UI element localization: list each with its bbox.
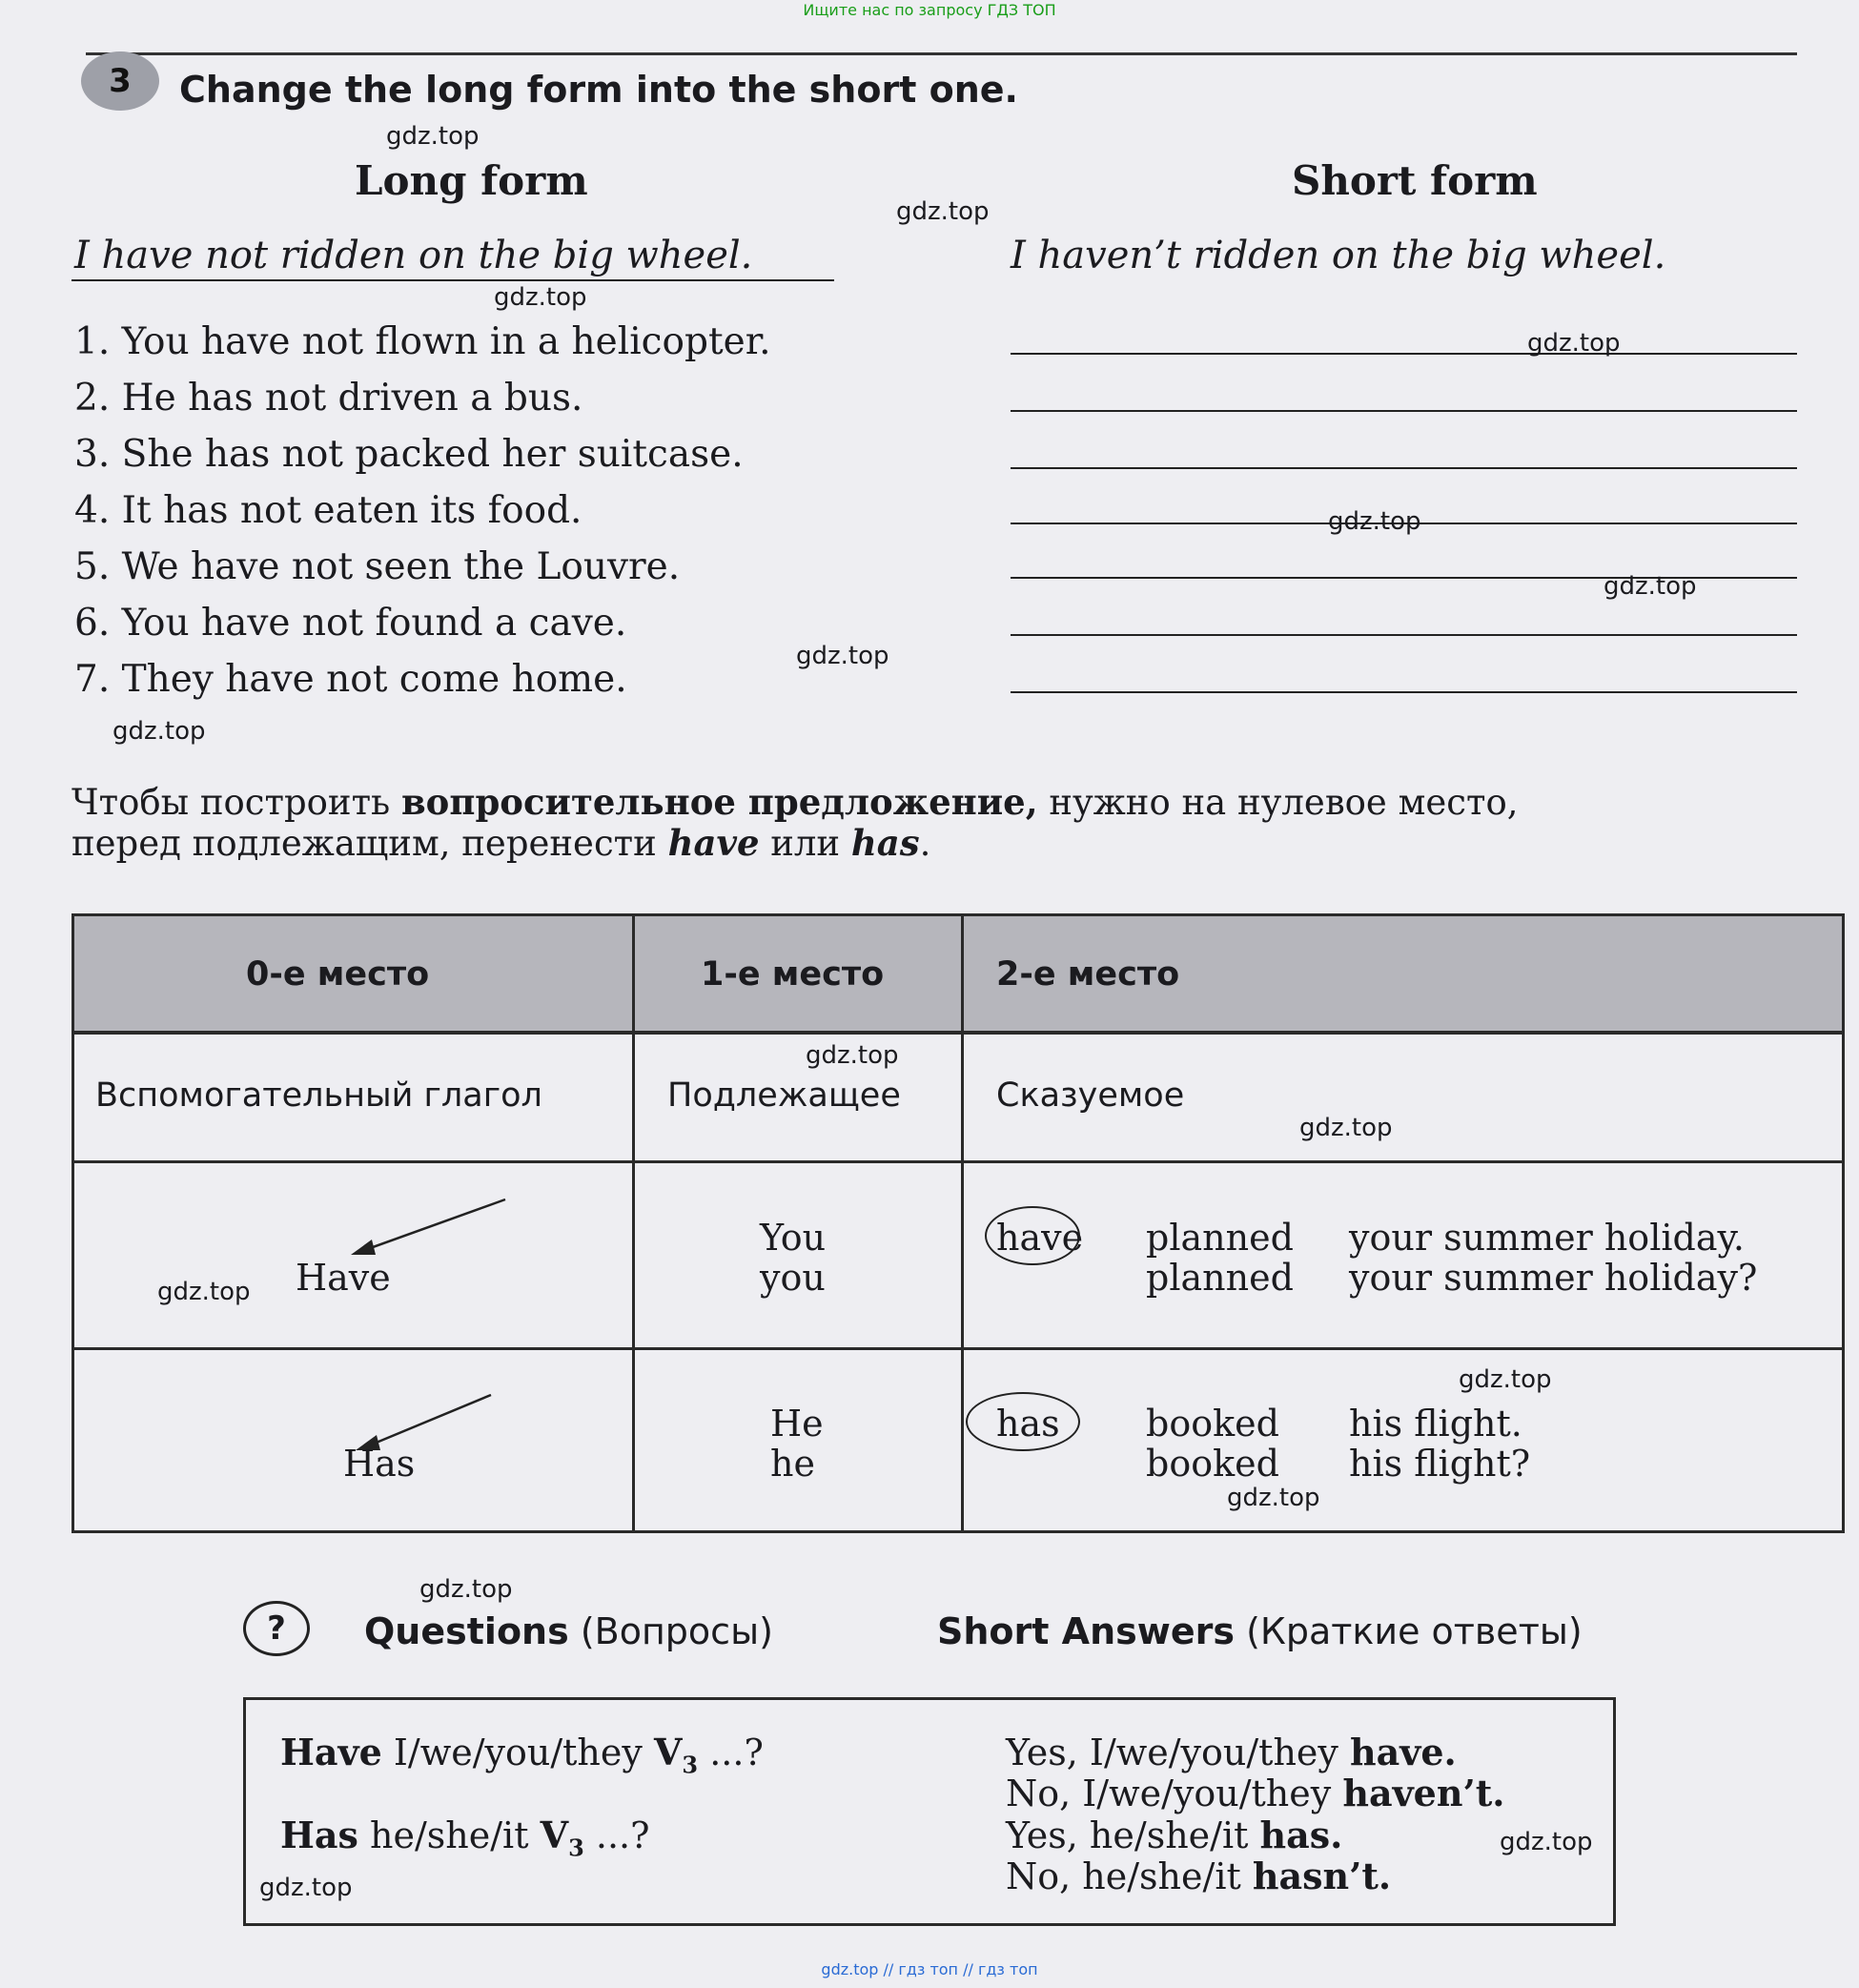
item-3: 3. She has not packed her suitcase. (74, 433, 744, 476)
ex1-subject-question: you (760, 1257, 826, 1299)
answer-4: No, he/she/it hasn’t. (1006, 1855, 1392, 1897)
ex1-participle-statement: planned (1146, 1217, 1294, 1259)
watermark: gdz.top (1328, 507, 1421, 536)
item-1: 1. You have not flown in a helicopter. (74, 320, 771, 363)
ex2-object-statement: his flight. (1349, 1403, 1522, 1445)
answer-line-2[interactable] (1011, 410, 1797, 412)
watermark: gdz.top (1459, 1365, 1552, 1394)
example-underline (72, 279, 834, 281)
cell-predicate: Сказуемое (996, 1076, 1185, 1115)
watermark: gdz.top (112, 717, 206, 746)
long-form-header: Long form (355, 157, 588, 204)
watermark: gdz.top (1500, 1828, 1593, 1856)
watermark: gdz.top (796, 642, 889, 670)
top-banner: Ищите нас по запросу ГДЗ ТОП (803, 1, 1056, 19)
answer-line-6[interactable] (1011, 634, 1797, 636)
ex1-subject-statement: You (760, 1217, 827, 1259)
short-answers-title (937, 1610, 1583, 1652)
rule-line-2 (72, 823, 1797, 864)
item-5: 5. We have not seen the Louvre. (74, 545, 681, 588)
watermark: gdz.top (896, 197, 990, 226)
rule-have: have (667, 822, 760, 864)
questions-title-rest: (Вопросы) (580, 1610, 773, 1652)
q1-aux: Have (280, 1731, 382, 1773)
top-rule (86, 52, 1797, 55)
cell-auxiliary-verb: Вспомогательный глагол (95, 1076, 542, 1115)
table-row-divider-1 (72, 1032, 1845, 1035)
item-4: 4. It has not eaten its food. (74, 489, 582, 532)
header-position-0: 0-е место (246, 955, 430, 994)
rule-text-part1: Чтобы построить (72, 782, 391, 823)
q2-subjects: he/she/it (370, 1814, 529, 1856)
watermark: gdz.top (806, 1041, 899, 1070)
q2-tail: ...? (595, 1814, 650, 1856)
example-short: I haven’t ridden on the big wheel. (1011, 234, 1666, 277)
answer-line-7[interactable] (1011, 691, 1797, 693)
answer-line-3[interactable] (1011, 467, 1797, 469)
ex1-participle-question: planned (1146, 1257, 1294, 1299)
watermark: gdz.top (1299, 1114, 1393, 1142)
rule-or: или (770, 823, 841, 864)
cell-subject: Подлежащее (667, 1076, 901, 1115)
answer-1: Yes, I/we/you/they have. (1006, 1731, 1457, 1773)
rule-text-part2: нужно на нулевое место, (1049, 782, 1519, 823)
ex1-auxiliary: Have (296, 1257, 391, 1299)
watermark: gdz.top (1527, 329, 1621, 358)
bottom-banner: gdz.top // гдз топ // гдз топ (821, 1960, 1038, 1978)
short-answers-title-bold: Short Answers (937, 1610, 1235, 1652)
questions-title-bold: Questions (364, 1610, 569, 1652)
item-2: 2. He has not driven a bus. (74, 377, 583, 420)
answer-3: Yes, he/she/it has. (1006, 1814, 1343, 1856)
questions-title (364, 1610, 773, 1652)
rule-has: has (850, 822, 920, 864)
watermark: gdz.top (259, 1874, 353, 1902)
watermark: gdz.top (1604, 572, 1697, 601)
ex2-subject-question: he (770, 1443, 815, 1485)
rule-end: . (919, 823, 931, 864)
answer-2: No, I/we/you/they haven’t. (1006, 1772, 1505, 1814)
ex1-object-statement: your summer holiday. (1349, 1217, 1745, 1259)
question-form-2 (280, 1814, 649, 1862)
table-row-divider-2 (72, 1160, 1845, 1163)
ex2-auxiliary: Has (343, 1443, 416, 1485)
header-position-2: 2-е место (996, 955, 1180, 994)
watermark: gdz.top (386, 122, 480, 151)
watermark: gdz.top (419, 1575, 513, 1604)
exercise-number: 3 (81, 51, 159, 111)
short-form-header: Short form (1292, 157, 1538, 204)
exercise-title: Change the long form into the short one. (179, 69, 1018, 111)
question-mark-icon: ? (243, 1601, 310, 1656)
question-form-1 (280, 1731, 764, 1779)
ex1-verb: have (996, 1217, 1084, 1259)
rule-line-1 (72, 782, 1797, 823)
rule-text-part3: перед подлежащим, перенести (72, 823, 657, 864)
item-6: 6. You have not found a cave. (74, 602, 627, 645)
rule-text-bold: вопросительное предложение, (400, 781, 1038, 823)
watermark: gdz.top (157, 1278, 251, 1306)
watermark: gdz.top (1227, 1484, 1320, 1512)
table-col-divider-2 (961, 913, 964, 1533)
example-long: I have not ridden on the big wheel. (74, 234, 753, 277)
answer-line-1[interactable] (1011, 353, 1797, 355)
table-col-divider-1 (632, 913, 635, 1533)
ex2-participle-statement: booked (1146, 1403, 1279, 1445)
q1-subjects: I/we/you/they (393, 1732, 643, 1773)
watermark: gdz.top (494, 283, 587, 312)
ex1-object-question: your summer holiday? (1349, 1257, 1758, 1299)
short-answers-title-rest: (Краткие ответы) (1246, 1610, 1583, 1652)
q2-aux: Has (280, 1814, 358, 1856)
ex2-participle-question: booked (1146, 1443, 1279, 1485)
q2-v3: $V_3$ (540, 1814, 584, 1862)
item-7: 7. They have not come home. (74, 658, 627, 701)
header-position-1: 1-е место (701, 955, 885, 994)
ex2-object-question: his flight? (1349, 1443, 1531, 1485)
q1-v3: $V_3$ (653, 1731, 699, 1779)
q1-tail: ...? (709, 1732, 764, 1773)
table-row-divider-3 (72, 1347, 1845, 1350)
ex2-subject-statement: He (770, 1403, 824, 1445)
ex2-verb: has (996, 1403, 1060, 1445)
